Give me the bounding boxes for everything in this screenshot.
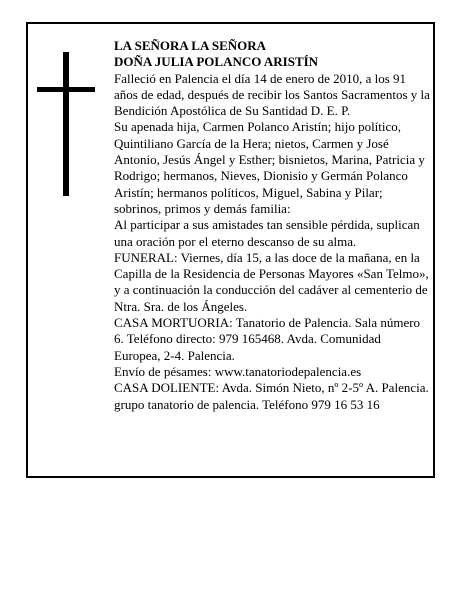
heading-deceased-name: DOÑA JULIA POLANCO ARISTÍN	[114, 54, 319, 70]
paragraph-family-list: Su apenada hija, Carmen Polanco Aristín; hijo político, Quintiliano García de la Hera; nietos, Carmen y José Antonio, Jesús Ángel y Esther; bisnietos, Marina, Patricia y Rodrigo; hermanos, Nieves, Dionisio y Germán Polanco Aristín; hermanos políticos, Miguel, Sabina y Pilar; sobrinos, primos y demás familia:	[114, 119, 425, 216]
cross-icon	[37, 52, 95, 196]
obituary-text	[114, 38, 430, 413]
paragraph-prayer-request: Al participar a sus amistades tan sensible pérdida, suplican una oración por el eterno descanso de su alma.	[114, 217, 420, 249]
cross-horizontal-bar	[37, 87, 95, 92]
paragraph-funeral-home: CASA MORTUORIA: Tanatorio de Palencia. Sala número 6. Teléfono directo: 979 165468. Avda. Comunidad Europea, 2-4. Palencia.	[114, 315, 421, 363]
paragraph-family-home: CASA DOLIENTE: Avda. Simón Nieto, nº 2-5º A. Palencia.	[114, 380, 429, 396]
heading-title: LA SEÑORA LA SEÑORA	[114, 38, 267, 53]
paragraph-death-announcement: Falleció en Palencia el día 14 de enero de 2010, a los 91 años de edad, después de recibir los Santos Sacramentos y la Bendición Apostólica de Su Santidad D. E. P.	[114, 70, 430, 119]
paragraph-funeral: FUNERAL: Viernes, día 15, a las doce de la mañana, en la Capilla de la Residencia de Personas Mayores «San Telmo», y a continuación la conducción del cadáver al cementerio de Ntra. Sra. de los Ángeles.	[114, 249, 429, 314]
cross-vertical-bar	[63, 52, 69, 196]
paragraph-condolences: Envío de pésames: www.tanatoriodepalencia.es	[114, 363, 362, 379]
paragraph-funeral-group: grupo tanatorio de palencia. Teléfono 979 16 53 16	[114, 396, 380, 412]
